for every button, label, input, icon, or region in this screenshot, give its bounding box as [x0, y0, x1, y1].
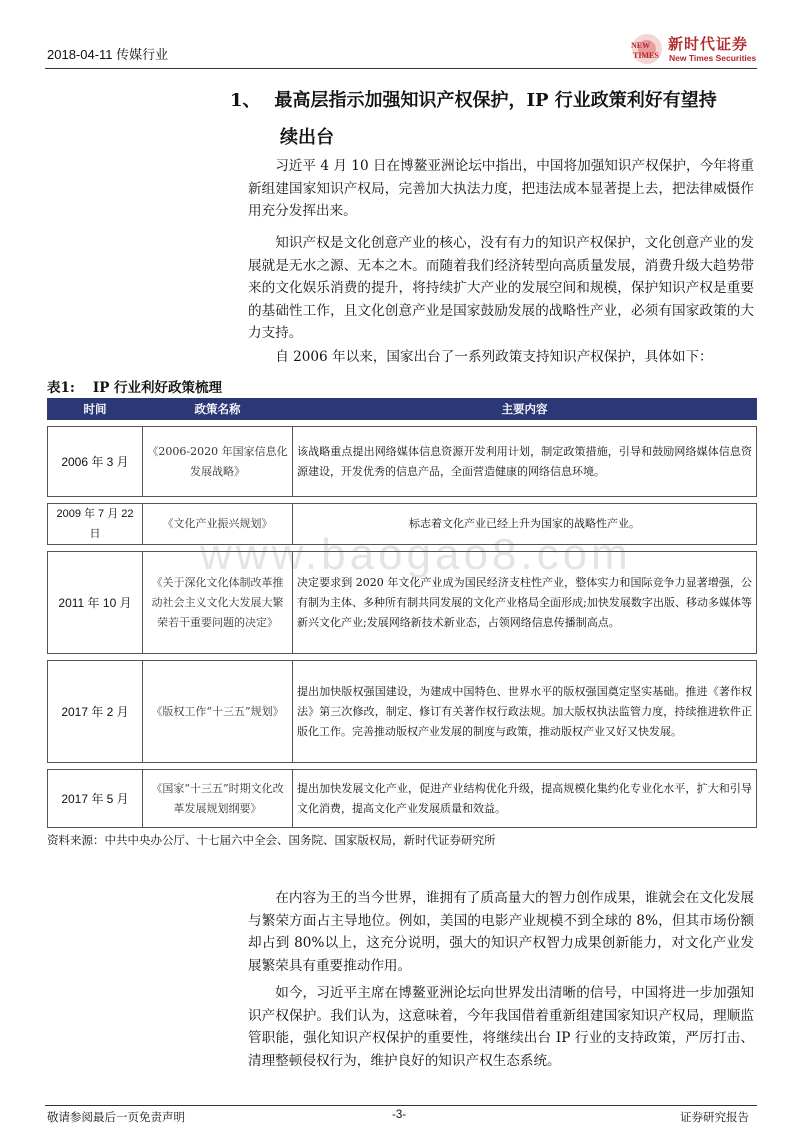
column-header-policy-name: 政策名称 — [143, 399, 293, 420]
row-content: 决定要求到 2020 年文化产业成为国民经济支柱性产业，整体实力和国际竞争力显著增强，公有制为主体、多种所有制共同发展的文化产业格局全面形成;加快发展数字出版、移动多媒体等新兴文化产业;发展网络新技术新业态，占领网络信息传播制高点。 — [293, 552, 757, 654]
row-time: 2011 年 10 月 — [48, 552, 143, 654]
company-logo — [628, 32, 758, 66]
table-spacer — [48, 545, 757, 552]
row-policy-name: 《2006-2020 年国家信息化发展战略》 — [143, 427, 293, 497]
row-policy-name: 《版权工作“十三五”规划》 — [143, 661, 293, 763]
table-spacer — [48, 654, 757, 661]
table-spacer — [48, 497, 757, 504]
policy-table — [47, 398, 757, 828]
paragraph-5: 如今，习近平主席在博鳌亚洲论坛向世界发出清晰的信号，中国将进一步加强知识产权保护。我们认为，这意味着，今年我国借着重新组建国家知识产权局，理顺监管职能，强化知识产权保护的重要性，将继续出台 IP 行业的支持政策，严厉打击、清理整顿侵权行为，维护良好的知识产权生态系统。 — [248, 985, 754, 1069]
row-content: 提出加快发展文化产业，促进产业结构优化升级，提高规模化集约化专业化水平，扩大和引导文化消费，提高文化产业发展质量和效益。 — [293, 770, 757, 828]
row-content: 该战略重点提出网络媒体信息资源开发利用计划，制定政策措施，引导和鼓励网络媒体信息资源建设，开发优秀的信息产品，全面营造健康的网络信息环境。 — [293, 427, 757, 497]
table-caption-label: 表1: — [47, 380, 75, 396]
paragraph-3: 自 2006 年以来，国家出台了一系列政策支持知识产权保护，具体如下： — [275, 349, 713, 365]
row-content: 提出加快版权强国建设，为建成中国特色、世界水平的版权强国奠定坚实基础。推进《著作权法》第三次修改，制定、修订有关著作权行政法规。加大版权执法监管力度，持续推进软件正版化工作。完善推动版权产业发展的制度与政策，推动版权产业又好又快发展。 — [293, 661, 757, 763]
new-times-emblem-icon — [628, 32, 666, 66]
footer-report-type: 证券研究报告 — [680, 1110, 749, 1124]
row-time: 2006 年 3 月 — [48, 427, 143, 497]
page-number: -3- — [392, 1109, 407, 1121]
footer-divider — [45, 1105, 757, 1106]
table-row — [48, 427, 757, 497]
logo-chinese-name: 新时代证券 — [668, 35, 749, 53]
svg-text:TIMES: TIMES — [633, 51, 659, 60]
table-spacer — [48, 763, 757, 770]
column-header-time: 时间 — [48, 399, 143, 420]
table-row — [48, 661, 757, 763]
section-title-line1: 最高层指示加强知识产权保护，IP 行业政策利好有望持 — [274, 90, 717, 111]
logo-english-name: New Times Securities — [669, 53, 757, 63]
table-caption-title: IP 行业利好政策梳理 — [92, 380, 223, 396]
row-time: 2009 年 7 月 22 日 — [48, 504, 143, 545]
row-content: 标志着文化产业已经上升为国家的战略性产业。 — [293, 504, 757, 545]
table-header-row — [48, 399, 757, 420]
row-policy-name: 《国家“十三五”时期文化改革发展规划纲要》 — [143, 770, 293, 828]
paragraph-2: 知识产权是文化创意产业的核心，没有有力的知识产权保护，文化创意产业的发展就是无水之源、无本之木。而随着我们经济转型向高质量发展，消费升级大趋势带来的文化娱乐消费的提升，将持续扩大产业的发展空间和规模，保护知识产权是重要的基础性工作，且文化创意产业是国家鼓励发展的战略性产业，必须有国家政策的大力支持。 — [248, 235, 754, 341]
table-row — [48, 552, 757, 654]
row-policy-name: 《文化产业振兴规划》 — [143, 504, 293, 545]
row-policy-name: 《关于深化文化体制改革推动社会主义文化大发展大繁荣若干重要问题的决定》 — [143, 552, 293, 654]
footer-disclaimer-note: 敬请参阅最后一页免责声明 — [47, 1110, 185, 1124]
column-header-content: 主要内容 — [293, 399, 757, 420]
header-divider — [45, 68, 757, 69]
section-title — [230, 82, 760, 156]
paragraph-4: 在内容为王的当今世界，谁拥有了质高量大的智力创作成果，谁就会在文化发展与繁荣方面占主导地位。例如，美国的电影产业规模不到全球的 8%，但其市场份额却占到 80%以上，这充分说明，强大的知识产权智力成果创新能力，对文化产业发展繁荣具有重要推动作用。 — [248, 890, 754, 974]
table-row — [48, 770, 757, 828]
row-time: 2017 年 2 月 — [48, 661, 143, 763]
table-caption — [47, 376, 222, 396]
table-row — [48, 504, 757, 545]
svg-text:NEW: NEW — [631, 41, 651, 50]
section-number: 1、 — [230, 90, 261, 111]
table-spacer — [48, 420, 757, 427]
section-title-line2: 续出台 — [280, 127, 334, 148]
table-source-note: 资料来源：中共中央办公厅、十七届六中全会、国务院、国家版权局，新时代证券研究所 — [47, 833, 496, 847]
watermark: www.baogao8.com — [200, 530, 632, 579]
header-date-sector: 2018-04-11 传媒行业 — [47, 47, 169, 62]
row-time: 2017 年 5 月 — [48, 770, 143, 828]
paragraph-1: 习近平 4 月 10 日在博鳌亚洲论坛中指出，中国将加强知识产权保护，今年将重新组建国家知识产权局，完善加大执法力度，把违法成本显著提上去，把法律威慑作用充分发挥出来。 — [248, 158, 754, 219]
